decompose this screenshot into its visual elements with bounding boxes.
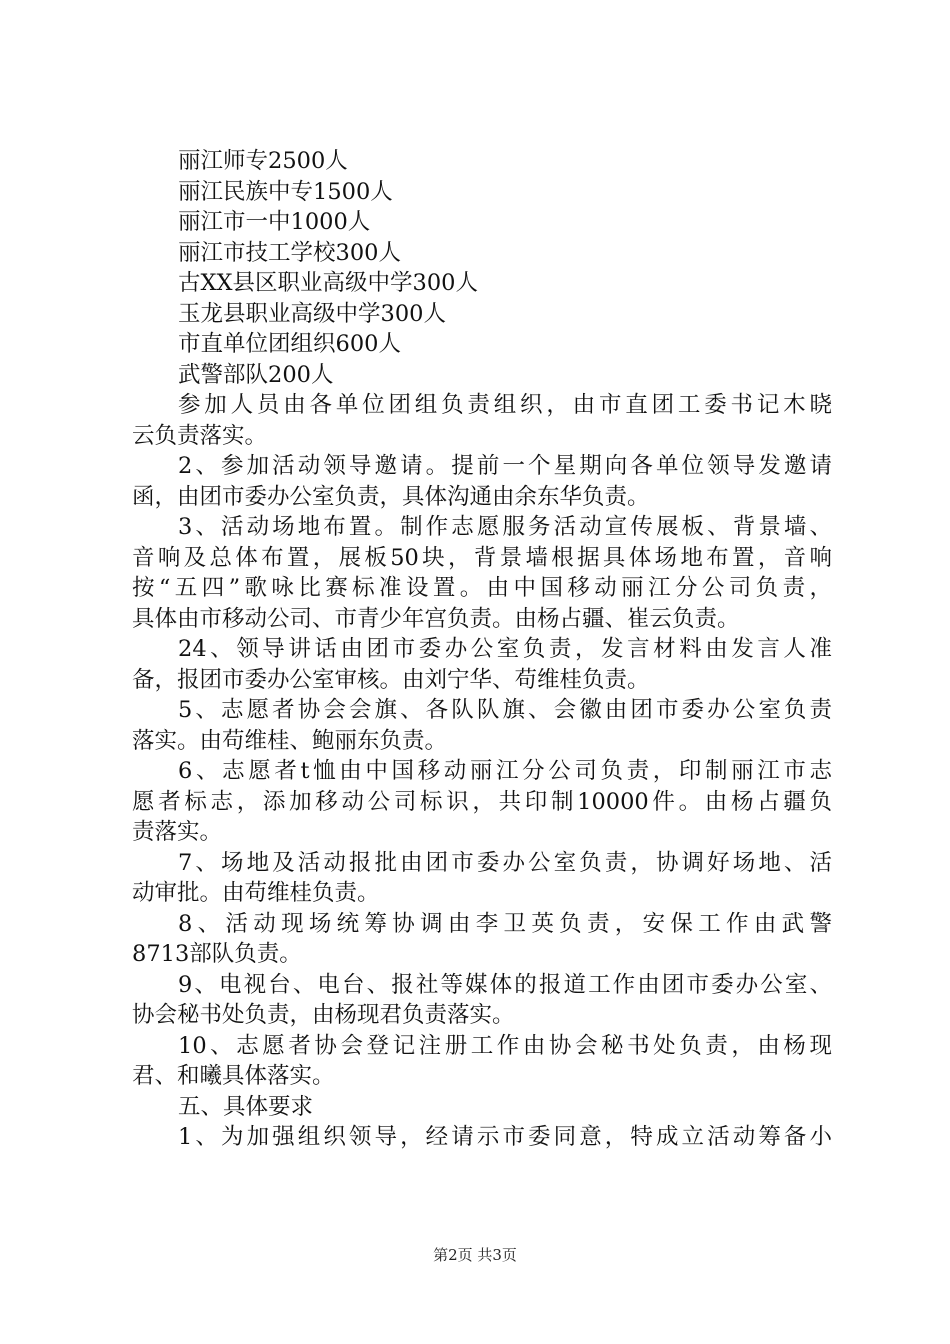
list-item: 丽江市技工学校300人 <box>178 239 401 266</box>
page-number-footer: 第2页 共3页 <box>433 1246 517 1264</box>
section-heading <box>132 1092 832 1123</box>
paragraph-line: 8、活动现场统筹协调由李卫英负责，安保工作由武警 <box>178 910 832 937</box>
paragraph-line: 云负责落实。 <box>132 422 268 449</box>
paragraph-line: 10、志愿者协会登记注册工作由协会秘书处负责，由杨现 <box>178 1032 832 1059</box>
paragraph-item-3 <box>132 512 832 634</box>
paragraph-item-10 <box>132 1031 832 1092</box>
paragraph-item-8 <box>132 909 832 970</box>
paragraph-line: 落实。由苟维桂、鲍丽东负责。 <box>132 727 448 754</box>
paragraph-line: 5、志愿者协会会旗、各队队旗、会徽由团市委办公室负责 <box>178 697 832 723</box>
paragraph-line: 具体由市移动公司、市青少年宫负责。由杨占疆、崔云负责。 <box>132 605 740 632</box>
paragraph-line: 2、参加活动领导邀请。提前一个星期向各单位领导发邀请 <box>178 453 832 479</box>
paragraph-line: 7、场地及活动报批由团市委办公室负责，协调好场地、活 <box>178 849 832 876</box>
paragraph-line: 君、和曦具体落实。 <box>132 1063 335 1089</box>
paragraph-line: 音响及总体布置，展板50块，背景墙根据具体场地布置，音响 <box>132 544 832 571</box>
section-heading-text: 五、具体要求 <box>178 1093 314 1120</box>
paragraph-line: 1、为加强组织领导，经请示市委同意，特成立活动筹备小 <box>178 1124 832 1150</box>
paragraph-line: 9、电视台、电台、报社等媒体的报道工作由团市委办公室、 <box>178 971 832 998</box>
paragraph-requirement-1 <box>132 1122 832 1153</box>
participant-list <box>132 146 832 390</box>
list-item: 丽江市一中1000人 <box>178 209 371 235</box>
paragraph-line: 愿者标志，添加移动公司标识，共印制10000件。由杨占疆负 <box>132 788 832 815</box>
paragraph-item-2 <box>132 451 832 512</box>
paragraph-line: 动审批。由苟维桂负责。 <box>132 880 380 906</box>
paragraph-item-24 <box>132 634 832 695</box>
list-item: 玉龙县职业高级中学300人 <box>178 300 446 327</box>
paragraph-item-9 <box>132 970 832 1031</box>
list-item: 丽江民族中专1500人 <box>178 178 393 205</box>
paragraph-line: 参加人员由各单位团组负责组织，由市直团工委书记木晓 <box>178 392 832 418</box>
paragraph-line: 备，报团市委办公室审核。由刘宁华、苟维桂负责。 <box>132 666 650 693</box>
paragraph-item-6 <box>132 756 832 848</box>
paragraph-line: 24、领导讲话由团市委办公室负责，发言材料由发言人准 <box>178 636 832 662</box>
paragraph-line: 责落实。 <box>132 819 223 845</box>
paragraph-participants <box>132 390 832 451</box>
paragraph-item-7 <box>132 848 832 909</box>
paragraph-line: 3、活动场地布置。制作志愿服务活动宣传展板、背景墙、 <box>178 514 832 540</box>
list-item: 古XX县区职业高级中学300人 <box>178 270 478 296</box>
paragraph-line: 按“五四”歌咏比赛标准设置。由中国移动丽江分公司负责， <box>132 575 832 601</box>
paragraph-line: 函，由团市委办公室负责，具体沟通由余东华负责。 <box>132 483 650 510</box>
list-item: 武警部队200人 <box>178 361 334 388</box>
list-item: 市直单位团组织600人 <box>178 331 401 357</box>
document-body <box>132 146 832 1153</box>
paragraph-line: 8713部队负责。 <box>132 941 302 967</box>
paragraph-line: 协会秘书处负责，由杨现君负责落实。 <box>132 1002 515 1028</box>
paragraph-item-5 <box>132 695 832 756</box>
list-item: 丽江师专2500人 <box>178 148 348 174</box>
paragraph-line: 6、志愿者t恤由中国移动丽江分公司负责，印制丽江市志 <box>178 758 832 784</box>
